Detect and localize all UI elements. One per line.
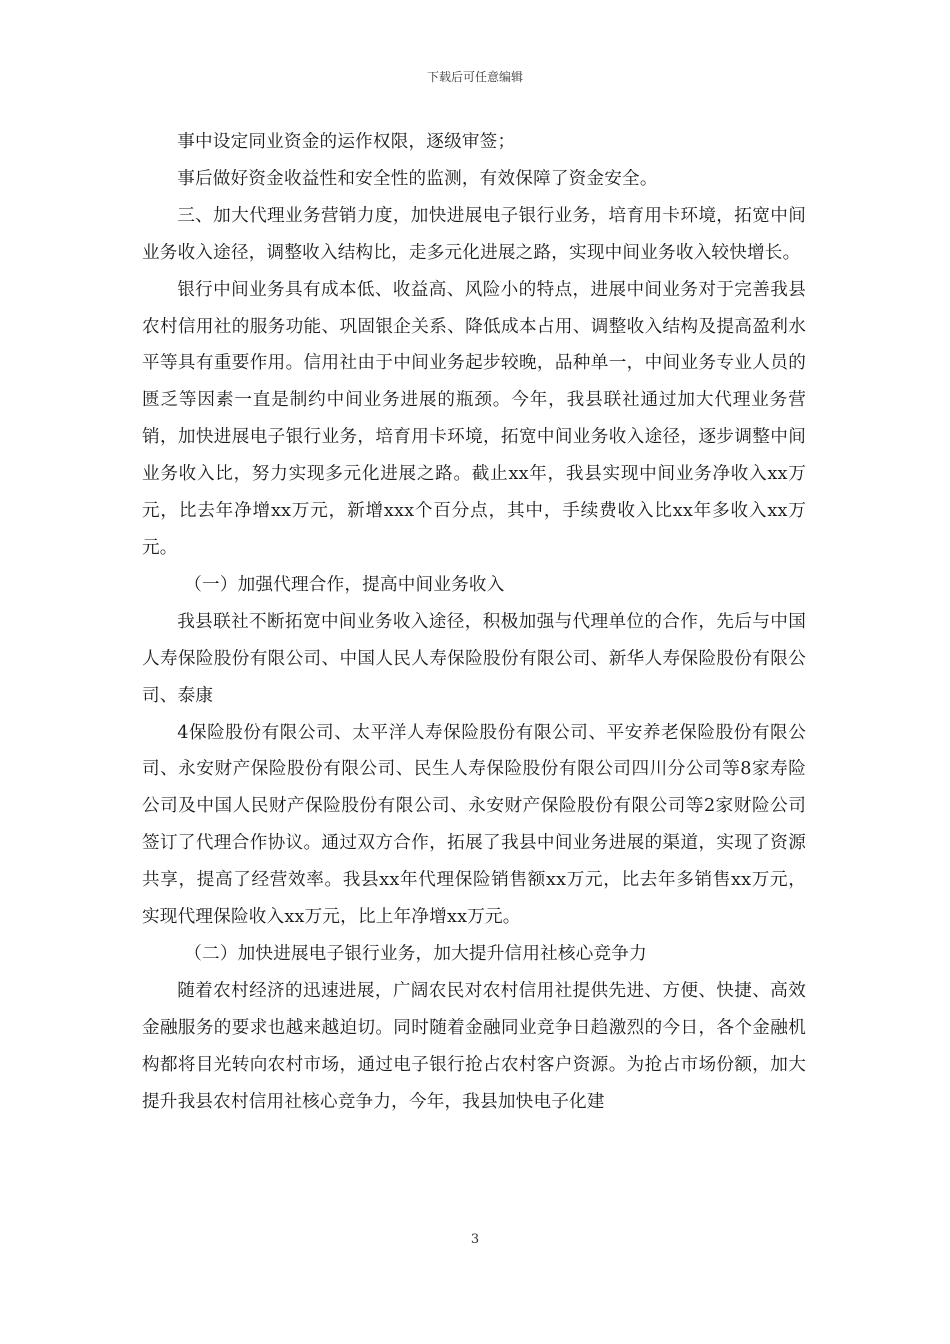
page-header: 下载后可任意编辑 xyxy=(426,70,523,84)
subheading-2: （二）加快进展电子银行业务，加大提升信用社核心竞争力 xyxy=(184,943,647,964)
paragraph-6: 我县联社不断拓宽中间业务收入途径，积极加强与代理单位的合作，先后与中国人寿保险股份有限公司、中国人民人寿保险股份有限公司、新华人寿保险股份有限公司、泰康 xyxy=(142,611,806,706)
paragraph-9: 随着农村经济的迅速进展，广阔农民对农村信用社提供先进、方便、快捷、高效金融服务的要求也越来越迫切。同时随着金融同业竞争日趋激烈的今日，各个金融机构都将目光转向农村市场，通过电子银行抢占农村客户资源。为抢占市场份额，加大提升我县农村信用社核心竞争力，今年，我县加快电子化建 xyxy=(142,980,806,1112)
document-body xyxy=(142,124,806,1120)
paragraph-1: 事中设定同业资金的运作权限，逐级审签； xyxy=(177,132,516,152)
paragraph-4: 银行中间业务具有成本低、收益高、风险小的特点，进展中间业务对于完善我县农村信用社的服务功能、巩固银企关系、降低成本占用、调整收入结构及提高盈利水平等具有重要作用。信用社由于中间业务起步较晚，品种单一，中间业务专业人员的匮乏等因素一直是制约中间业务进展的瓶颈。今年，我县联社通过加大代理业务营销，加快进展电子银行业务，培育用卡环境，拓宽中间业务收入途径，逐步调整中间业务收入比，努力实现多元化进展之路。截止xx年，我县实现中间业务净收入xx万元，比去年净增xx万元，新增xxx个百分点，其中，手续费收入比xx年多收入xx万元。 xyxy=(142,279,806,558)
paragraph-2: 事后做好资金收益性和安全性的监测，有效保障了资金安全。 xyxy=(177,168,658,189)
page-number: 3 xyxy=(470,1232,480,1247)
section-heading-3: 三、加大代理业务营销力度，加快进展电子银行业务，培育用卡环境，拓宽中间业务收入途径，调整收入结构比，走多元化进展之路，实现中间业务收入较快增长。 xyxy=(142,205,806,263)
paragraph-7: 4保险股份有限公司、太平洋人寿保险股份有限公司、平安养老保险股份有限公司、永安财产保险股份有限公司、民生人寿保险股份有限公司四川分公司等8家寿险公司及中国人民财产保险股份有限公司、永安财产保险股份有限公司等2家财险公司签订了代理合作协议。通过双方合作，拓展了我县中间业务进展的渠道，实现了资源共享，提高了经营效率。我县xx年代理保险销售额xx万元，比去年多销售xx万元，实现代理保险收入xx万元，比上年净增xx万元。 xyxy=(142,722,806,928)
subheading-1: （一）加强代理合作，提高中间业务收入 xyxy=(184,574,505,595)
